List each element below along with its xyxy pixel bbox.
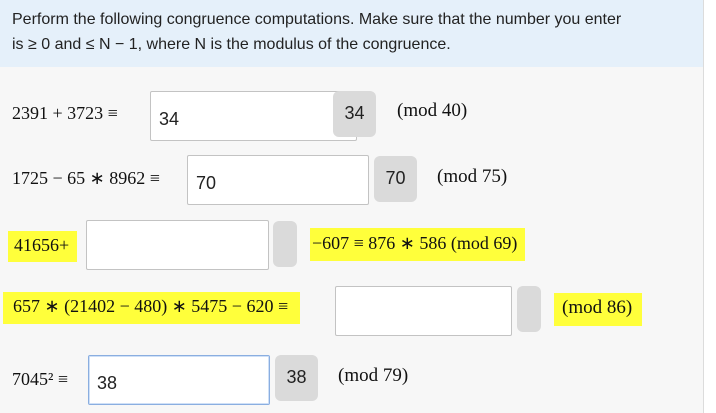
problem-5-answer-input[interactable] <box>89 356 269 404</box>
problem-3-answer-preview <box>273 221 297 267</box>
problem-5-expression: 7045² ≡ <box>12 369 69 389</box>
problem-1-modulus: (mod 40) <box>397 100 468 121</box>
problem-4-answer-box[interactable] <box>335 286 512 336</box>
problem-4-expression: 657 ∗ (21402 − 480) ∗ 5475 − 620 ≡ <box>3 292 300 324</box>
instruction-line-1: Perform the following congruence computations. Make sure that the number you enter <box>12 11 622 28</box>
problem-5-answer-preview: 38 <box>275 355 318 401</box>
problem-2-modulus: (mod 75) <box>437 166 508 187</box>
instruction-line-2: is ≥ 0 and ≤ N − 1, where N is the modulus of the congruence. <box>12 36 451 53</box>
problem-2-answer-box[interactable] <box>187 155 369 205</box>
instruction-banner <box>0 0 703 67</box>
problem-2-answer-preview: 70 <box>374 156 417 202</box>
problem-3-answer-input[interactable] <box>87 221 268 269</box>
problem-5-answer-box[interactable] <box>88 355 270 405</box>
problem-2-answer-input[interactable] <box>188 156 368 204</box>
problem-3-congruence-rhs: −607 ≡ 876 ∗ 586 (mod 69) <box>310 228 525 261</box>
problem-3-answer-box[interactable] <box>86 220 269 270</box>
problem-3-expression: 41656+ <box>8 231 77 262</box>
problem-4-answer-input[interactable] <box>336 287 511 335</box>
problem-2-expression: 1725 − 65 ∗ 8962 ≡ <box>12 168 160 188</box>
problem-4-answer-preview <box>517 286 541 332</box>
problem-1-answer-box[interactable] <box>150 91 357 141</box>
problem-1-answer-input[interactable] <box>151 92 356 140</box>
problem-4-modulus: (mod 86) <box>554 293 642 326</box>
problem-5-modulus: (mod 79) <box>338 365 409 386</box>
problem-1-answer-preview: 34 <box>333 91 376 137</box>
problem-1-expression: 2391 + 3723 ≡ <box>12 103 118 123</box>
